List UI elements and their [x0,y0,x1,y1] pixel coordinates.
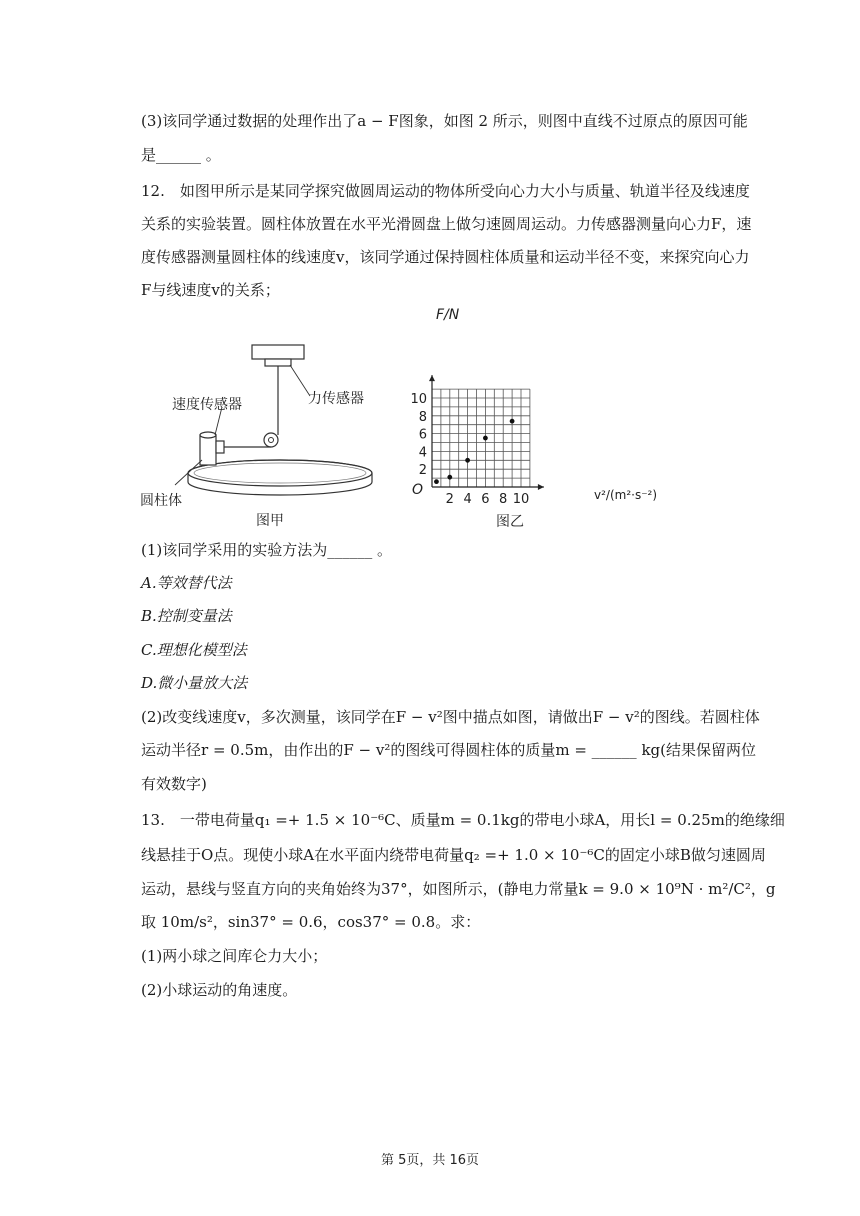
force-sensor-box [252,345,304,359]
q13-stem-line2: 线悬挂于O点。现使小球A在水平面内绕带电荷量q₂ =+ 1.0 × 10⁻⁶C的固定小球B做匀速圆周 [141,846,766,864]
option-a: A.等效替代法 [141,574,232,592]
label-speed-sensor: 速度传感器 [172,397,242,413]
q12-stem-line2: 关系的实验装置。圆柱体放置在水平光滑圆盘上做匀速圆周运动。力传感器测量向心力F，速 [141,215,752,233]
x-tick-label: 8 [499,492,508,507]
q13-part1: (1)两小球之间库仑力大小； [141,947,328,965]
q12-part2-line2: 运动半径r = 0.5m，由作出的F − v²的图线可得圆柱体的质量m = ______ kg(结果保留两位 [141,741,756,759]
q13-stem-line1: 13. 一带电荷量q₁ =+ 1.5 × 10⁻⁶C、质量m = 0.1kg的带电小球A，用长l = 0.25m的绝缘细 [141,811,785,829]
x-tick-label: 6 [481,492,490,507]
data-point [447,475,452,480]
option-b: B.控制变量法 [141,607,232,625]
q11-part3-line2: 是______ 。 [141,146,221,164]
x-tick-label: 2 [445,492,454,507]
y-axis-label: F/N [436,307,460,323]
x-tick-label: 10 [512,492,530,507]
data-point [434,479,439,484]
q13-part2: (2)小球运动的角速度。 [141,981,298,999]
origin-label: O [412,482,424,498]
y-tick-label: 2 [418,463,427,479]
figure-jia [130,325,380,535]
label-cylinder: 圆柱体 [140,493,182,509]
q11-part3-line1: (3)该同学通过数据的处理作出了a − F图象，如图 2 所示，则图中直线不过原点的原因可能 [141,112,748,130]
q12-stem-line3: 度传感器测量圆柱体的线速度v，该同学通过保持圆柱体质量和运动半径不变，来探究向心力 [141,248,750,266]
option-c: C.理想化模型法 [141,641,247,659]
q13-stem-line4: 取 10m/s²，sin37° = 0.6，cos37° = 0.8。求： [141,913,481,931]
x-tick-label: 4 [463,492,472,507]
option-d: D.微小量放大法 [141,674,248,692]
cylinder-body [200,435,216,465]
data-point [483,436,488,441]
label-force-sensor: 力传感器 [308,391,364,407]
page-footer: 第 5页，共 16页 [380,1153,480,1168]
q12-part2-line3: 有效数字) [141,775,207,793]
y-tick-label: 10 [410,392,427,407]
q12-part1: (1)该同学采用的实验方法为______ 。 [141,541,393,559]
q12-stem-line1: 12. 如图甲所示是某同学探究做圆周运动的物体所受向心力大小与质量、轨道半径及线速度 [141,182,750,200]
y-tick-label: 6 [418,427,427,443]
y-tick-label: 8 [418,409,427,425]
speed-sensor-block [216,441,224,453]
figure-yi-chart [398,300,678,535]
q12-part2-line1: (2)改变线速度v，多次测量，该同学在F − v²图中描点如图，请做出F − v²的图线。若圆柱体 [141,708,760,726]
q12-stem-line4: F与线速度v的关系； [141,281,280,299]
x-axis-arrow [538,484,544,490]
chart-grid [432,389,530,487]
y-axis-arrow [429,375,435,381]
data-point [510,419,515,424]
x-axis-label: v²/(m²·s⁻²) [594,488,658,502]
data-point [465,458,470,463]
y-tick-label: 4 [418,445,427,461]
figure-jia-caption: 图甲 [256,513,284,529]
figure-yi-caption: 图乙 [496,514,524,530]
q13-stem-line3: 运动，悬线与竖直方向的夹角始终为37°，如图所示，(静电力常量k = 9.0 × 10⁹N · m²/C²，g [141,880,776,898]
